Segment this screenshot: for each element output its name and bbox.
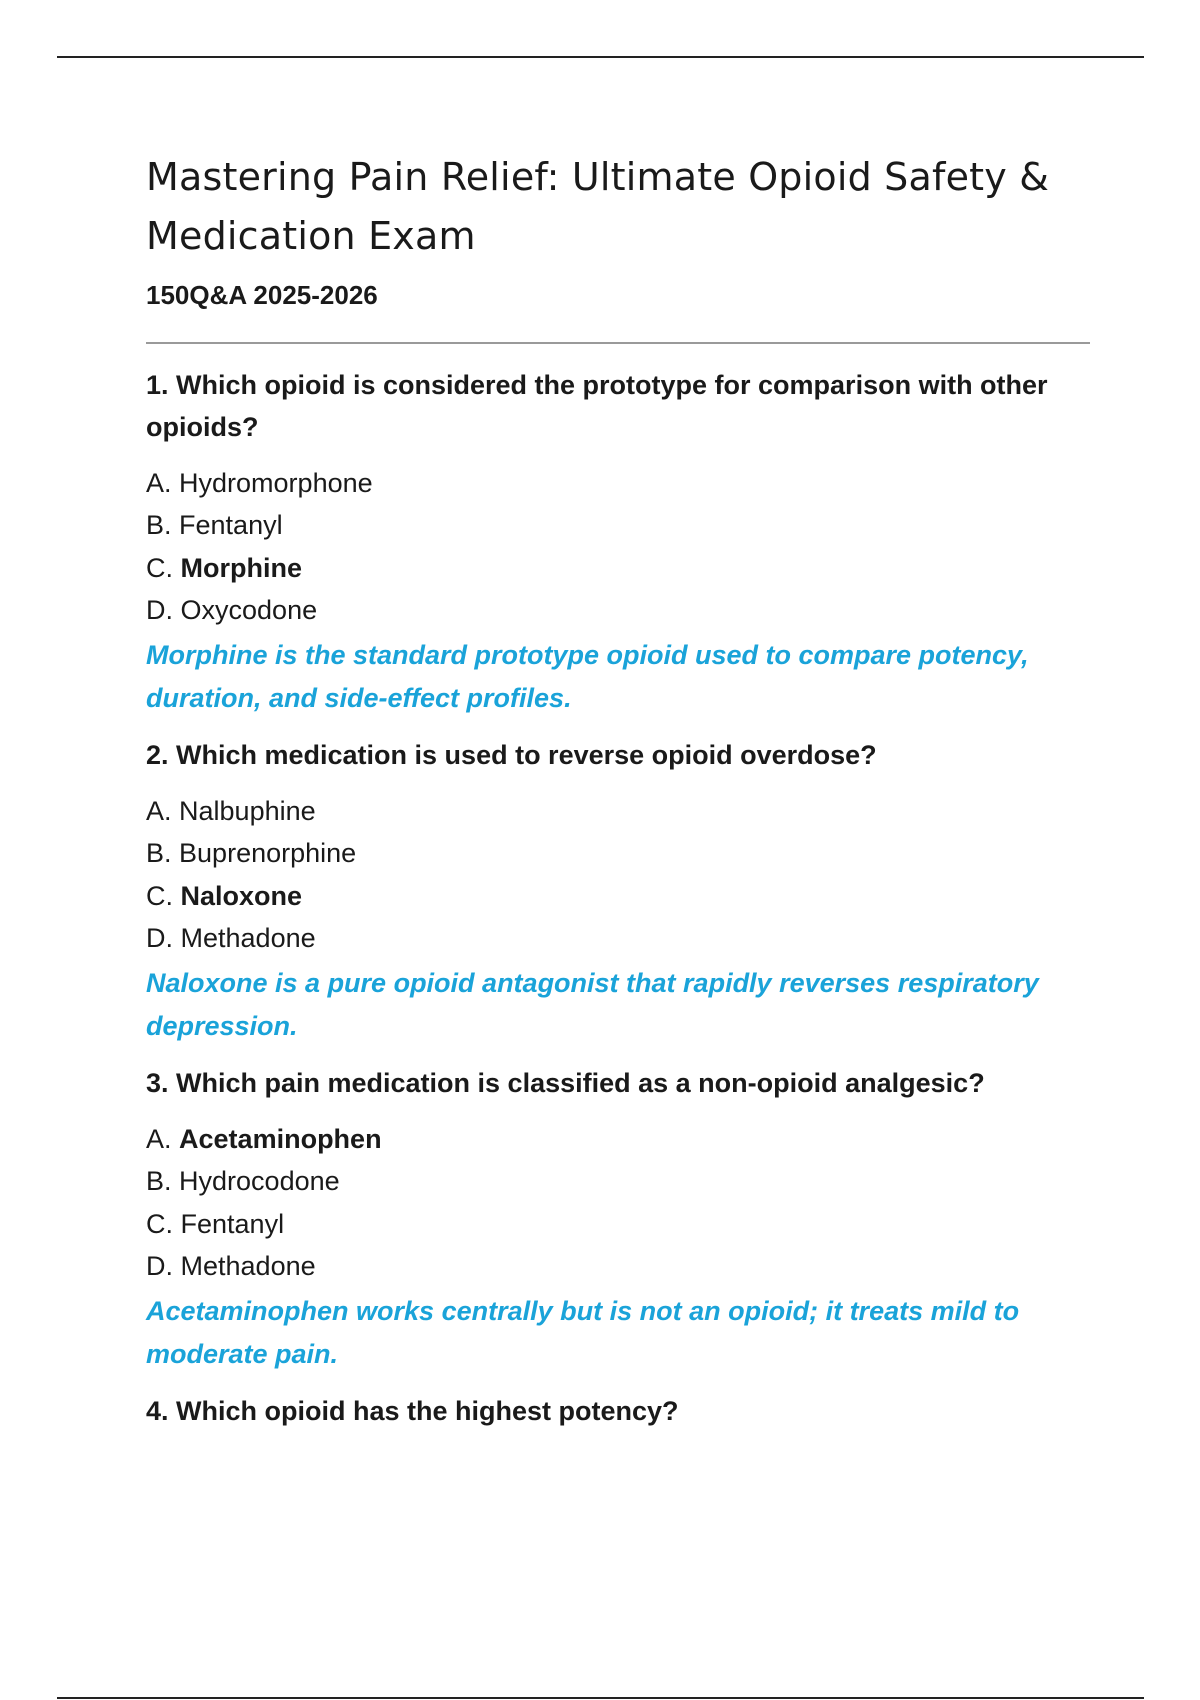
option-text: Fentanyl [180, 1208, 285, 1239]
option-text: Oxycodone [180, 595, 318, 625]
question-block [146, 1062, 1090, 1376]
answer-option [146, 547, 1090, 590]
answer-explanation: Morphine is the standard prototype opioid used to compare potency, duration, and side-effect profiles. [146, 639, 1029, 713]
page-top-rule [57, 56, 1144, 58]
option-text: Nalbuphine [179, 795, 316, 826]
question-prompt: 2. Which medication is used to reverse opioid overdose? [146, 739, 877, 770]
answer-option [146, 1203, 1090, 1246]
answer-option [146, 790, 1090, 833]
question-prompt: 3. Which pain medication is classified as a non-opioid analgesic? [146, 1067, 985, 1098]
question-block [146, 734, 1090, 1048]
correct-answer-text: Morphine [180, 552, 303, 583]
answer-option [146, 1118, 1090, 1161]
answer-explanation: Naloxone is a pure opioid antagonist that rapidly reverses respiratory depression. [146, 967, 1039, 1041]
option-letter: D. [146, 1251, 173, 1281]
title-divider [146, 342, 1090, 344]
question-list [146, 364, 1090, 1432]
document-subtitle: 150Q&A 2025-2026 [146, 280, 378, 310]
answer-option [146, 1160, 1090, 1203]
option-letter: B. [146, 1166, 172, 1196]
option-letter: A. [146, 467, 172, 498]
option-letter: A. [146, 795, 172, 826]
option-letter: C. [146, 552, 173, 583]
option-letter: B. [146, 838, 172, 868]
option-text: Hydrocodone [179, 1166, 340, 1196]
answer-option [146, 504, 1090, 547]
question-prompt: 4. Which opioid has the highest potency? [146, 1395, 679, 1426]
option-letter: D. [146, 595, 173, 625]
answer-option [146, 589, 1090, 632]
correct-answer-text: Acetaminophen [179, 1123, 382, 1154]
option-letter: C. [146, 880, 173, 911]
question-block [146, 364, 1090, 720]
option-text: Buprenorphine [179, 838, 357, 868]
answer-explanation: Acetaminophen works centrally but is not an opioid; it treats mild to moderate pain. [146, 1295, 1020, 1369]
option-letter: B. [146, 510, 172, 540]
document-title: Mastering Pain Relief: Ultimate Opioid Safety & Medication Exam [146, 155, 1050, 258]
option-text: Methadone [180, 923, 316, 953]
question-prompt: 1. Which opioid is considered the prototype for comparison with other opioids? [146, 369, 1048, 442]
correct-answer-text: Naloxone [180, 880, 303, 911]
answer-option [146, 875, 1090, 918]
option-text: Hydromorphone [179, 467, 373, 498]
option-letter: A. [146, 1123, 172, 1154]
document-content [146, 148, 1090, 1446]
option-text: Fentanyl [179, 510, 283, 540]
question-block [146, 1390, 1090, 1432]
answer-option [146, 462, 1090, 505]
page-bottom-rule [57, 1697, 1144, 1699]
option-letter: D. [146, 923, 173, 953]
option-text: Methadone [180, 1251, 316, 1281]
answer-option [146, 1245, 1090, 1288]
answer-option [146, 832, 1090, 875]
option-letter: C. [146, 1208, 173, 1239]
answer-option [146, 917, 1090, 960]
